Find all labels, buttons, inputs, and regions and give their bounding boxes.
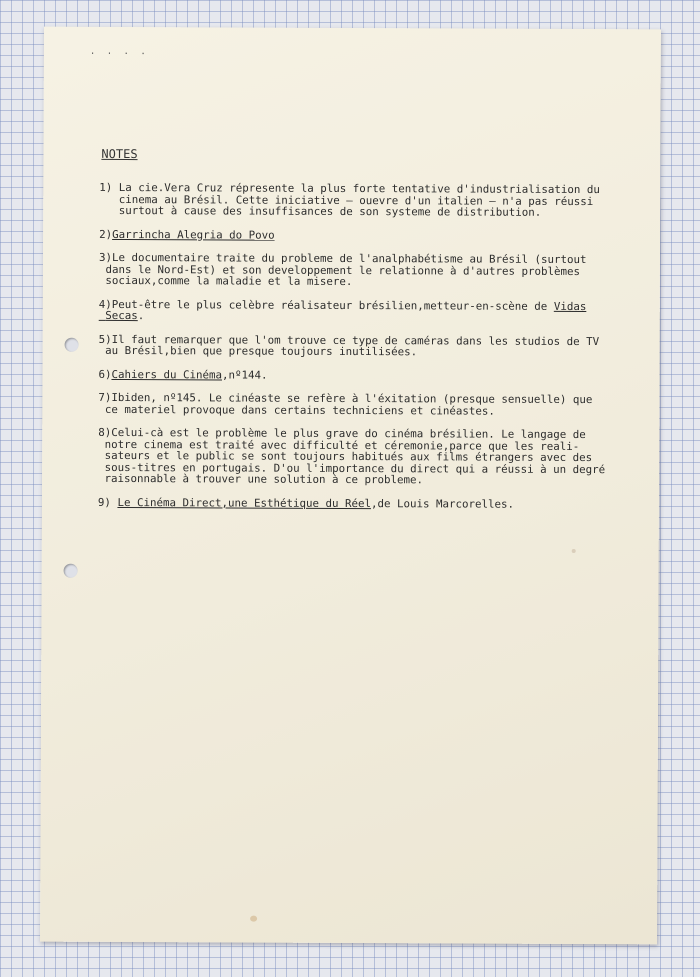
note-text-end: . — [137, 309, 145, 323]
note-number: 3) — [98, 250, 113, 264]
note-3 — [99, 252, 659, 289]
paper-stain — [250, 916, 257, 922]
note-text: Garrincha Alegria do Povo — [112, 227, 275, 242]
paper-sheet — [40, 27, 661, 945]
punch-hole-upper — [65, 338, 79, 352]
note-number: 7) — [98, 390, 112, 404]
punch-hole-lower — [64, 564, 78, 578]
note-text: Peut-être le plus celèbre réalisateur brésilien,metteur-en-scène de — [111, 297, 554, 313]
note-9 — [98, 496, 658, 510]
note-text: La cie.Vera Cruz répresente la plus forte tentative d'industrialisation du cinema au Brésil. Cette iniciative — ouevre d'un italien — n'a pas réussi surtout à cause des insuffisances de son systeme de distribution. — [99, 180, 600, 219]
note-number: 4) — [98, 297, 112, 311]
note-title-underlined: Vidas Secas — [98, 299, 587, 323]
paper-stain — [572, 549, 576, 553]
notes-list — [98, 182, 659, 522]
note-number: 1) — [99, 180, 113, 194]
note-6 — [98, 368, 658, 382]
note-8 — [98, 427, 658, 487]
note-text: Il faut remarquer que l'om trouve ce type de caméras dans les studios de TV au Brésil,bien que presque toujours inutilisées. — [98, 332, 600, 359]
note-text-end: ,nº144. — [221, 367, 268, 382]
page-title: NOTES — [101, 146, 138, 162]
note-number: 6) — [98, 367, 112, 381]
note-text: Ibiden, nº145. Le cinéaste se refère à l'éxitation (presque sensuelle) que ce materiel provoque dans certains techniciens et cinéastes. — [98, 390, 593, 418]
note-2 — [99, 228, 659, 242]
note-4 — [99, 298, 659, 323]
note-number: 2) — [99, 227, 113, 241]
note-title-underlined: Le Cinéma Direct,une Esthétique du Réel — [117, 495, 371, 510]
note-text: Le documentaire traite du probleme de l'analphabétisme au Brésil (surtout dans le Nord-Est) et son developpement le relationne à d'autres problèmes sociaux,comme la maladie et la misere. — [98, 250, 587, 289]
note-text: Celui-cà est le problème le plus grave do cinéma brésilien. Le langage de notre cinema est traité avec difficulté et céremonie,parce que les reali- sateurs et le public se sont toujours habitués aux films étrangers avec des sous-titres en portugais. D'ou l'importance du direct qui a réussi à un degré raisonnable à trouver une solution à ce probleme. — [98, 425, 606, 487]
note-number: 8) — [98, 425, 112, 439]
note-5 — [99, 333, 659, 358]
note-title-underlined: Cahiers du Cinéma — [111, 367, 223, 381]
note-number: 5) — [98, 332, 112, 346]
note-7 — [98, 392, 658, 417]
note-text-end: ,de Louis Marcorelles. — [370, 496, 515, 511]
top-marks: . . . . — [89, 46, 149, 58]
note-1 — [99, 182, 659, 219]
note-number: 9) — [97, 495, 111, 509]
